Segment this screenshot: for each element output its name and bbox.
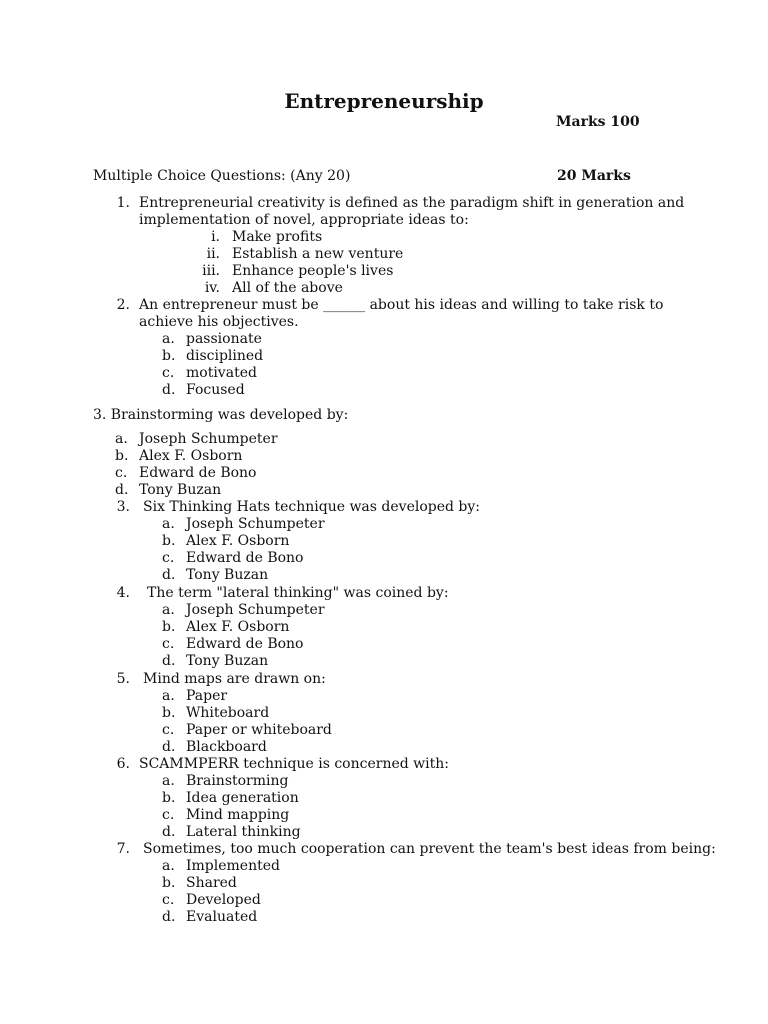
question-number: 5. <box>116 671 130 687</box>
option-marker: d. <box>162 382 176 398</box>
option-text: Idea generation <box>186 790 299 806</box>
question-text: The term "lateral thinking" was coined by: <box>147 585 449 601</box>
section-marks: 20 Marks <box>557 168 631 184</box>
option-text: Alex F. Osborn <box>186 533 290 549</box>
option-marker: c. <box>162 365 175 381</box>
option-marker: ii. <box>206 246 220 262</box>
option-marker: iv. <box>204 280 220 296</box>
question-number: 1. <box>116 195 130 211</box>
option-marker: c. <box>162 892 175 908</box>
option-marker: b. <box>162 705 176 721</box>
option-text: Whiteboard <box>186 705 270 721</box>
question-text: SCAMMPERR technique is concerned with: <box>139 756 449 772</box>
option-text: Edward de Bono <box>186 550 304 566</box>
option-text: disciplined <box>186 348 264 364</box>
option-marker: b. <box>115 448 129 464</box>
question-number: 4. <box>116 585 130 601</box>
option-text: Paper or whiteboard <box>186 722 332 738</box>
option-marker: c. <box>162 722 175 738</box>
option-marker: i. <box>211 229 220 245</box>
option-marker: d. <box>162 909 176 925</box>
option-text: Alex F. Osborn <box>186 619 290 635</box>
option-marker: d. <box>162 739 176 755</box>
section-heading: Multiple Choice Questions: (Any 20) <box>93 168 351 184</box>
option-text: passionate <box>186 331 262 347</box>
question-text: Six Thinking Hats technique was developed by: <box>143 499 481 515</box>
option-marker: d. <box>162 567 176 583</box>
question-text: Entrepreneurial creativity is defined as the paradigm shift in generation and <box>139 195 685 211</box>
option-marker: a. <box>162 858 175 874</box>
question-number: 2. <box>116 297 130 313</box>
option-marker: b. <box>162 619 176 635</box>
option-text: Edward de Bono <box>139 465 257 481</box>
question-text: implementation of novel, appropriate ideas to: <box>139 212 469 228</box>
option-marker: b. <box>162 348 176 364</box>
option-text: Evaluated <box>186 909 258 925</box>
option-marker: a. <box>162 602 175 618</box>
option-marker: b. <box>162 875 176 891</box>
option-text: Tony Buzan <box>139 482 222 498</box>
option-text: Joseph Schumpeter <box>186 516 325 532</box>
question-number: 6. <box>116 756 130 772</box>
option-marker: d. <box>162 824 176 840</box>
option-marker: b. <box>162 790 176 806</box>
option-marker: c. <box>115 465 128 481</box>
option-marker: a. <box>162 773 175 789</box>
question-text: Mind maps are drawn on: <box>143 671 326 687</box>
option-text: Implemented <box>186 858 280 874</box>
option-marker: a. <box>162 516 175 532</box>
question-text: achieve his objectives. <box>139 314 299 330</box>
option-text: Shared <box>186 875 237 891</box>
option-text: Edward de Bono <box>186 636 304 652</box>
question-text: An entrepreneur must be ______ about his ideas and willing to take risk to <box>139 297 664 313</box>
option-marker: a. <box>162 331 175 347</box>
option-marker: d. <box>162 653 176 669</box>
option-marker: a. <box>115 431 128 447</box>
total-marks: Marks 100 <box>556 114 640 130</box>
option-marker: a. <box>162 688 175 704</box>
option-text: Establish a new venture <box>232 246 404 262</box>
document-title: Entrepreneurship <box>284 89 484 113</box>
option-text: Tony Buzan <box>186 567 269 583</box>
option-marker: c. <box>162 636 175 652</box>
option-text: Lateral thinking <box>186 824 301 840</box>
option-text: Developed <box>186 892 261 908</box>
option-text: Focused <box>186 382 245 398</box>
option-text: Brainstorming <box>186 773 289 789</box>
option-marker: b. <box>162 533 176 549</box>
question-number: 7. <box>116 841 130 857</box>
option-text: Paper <box>186 688 228 704</box>
option-text: Blackboard <box>186 739 267 755</box>
option-text: motivated <box>186 365 257 381</box>
option-marker: iii. <box>202 263 220 279</box>
option-text: Enhance people's lives <box>232 263 394 279</box>
option-text: Mind mapping <box>186 807 290 823</box>
option-text: Alex F. Osborn <box>139 448 243 464</box>
option-marker: c. <box>162 550 175 566</box>
option-text: All of the above <box>232 280 343 296</box>
option-marker: d. <box>115 482 129 498</box>
option-text: Joseph Schumpeter <box>186 602 325 618</box>
option-text: Tony Buzan <box>186 653 269 669</box>
option-text: Make profits <box>232 229 323 245</box>
question-text: Sometimes, too much cooperation can prevent the team's best ideas from being: <box>143 841 716 857</box>
question-number: 3. <box>116 499 130 515</box>
option-text: Joseph Schumpeter <box>139 431 278 447</box>
option-marker: c. <box>162 807 175 823</box>
question-text: 3. Brainstorming was developed by: <box>93 407 349 423</box>
